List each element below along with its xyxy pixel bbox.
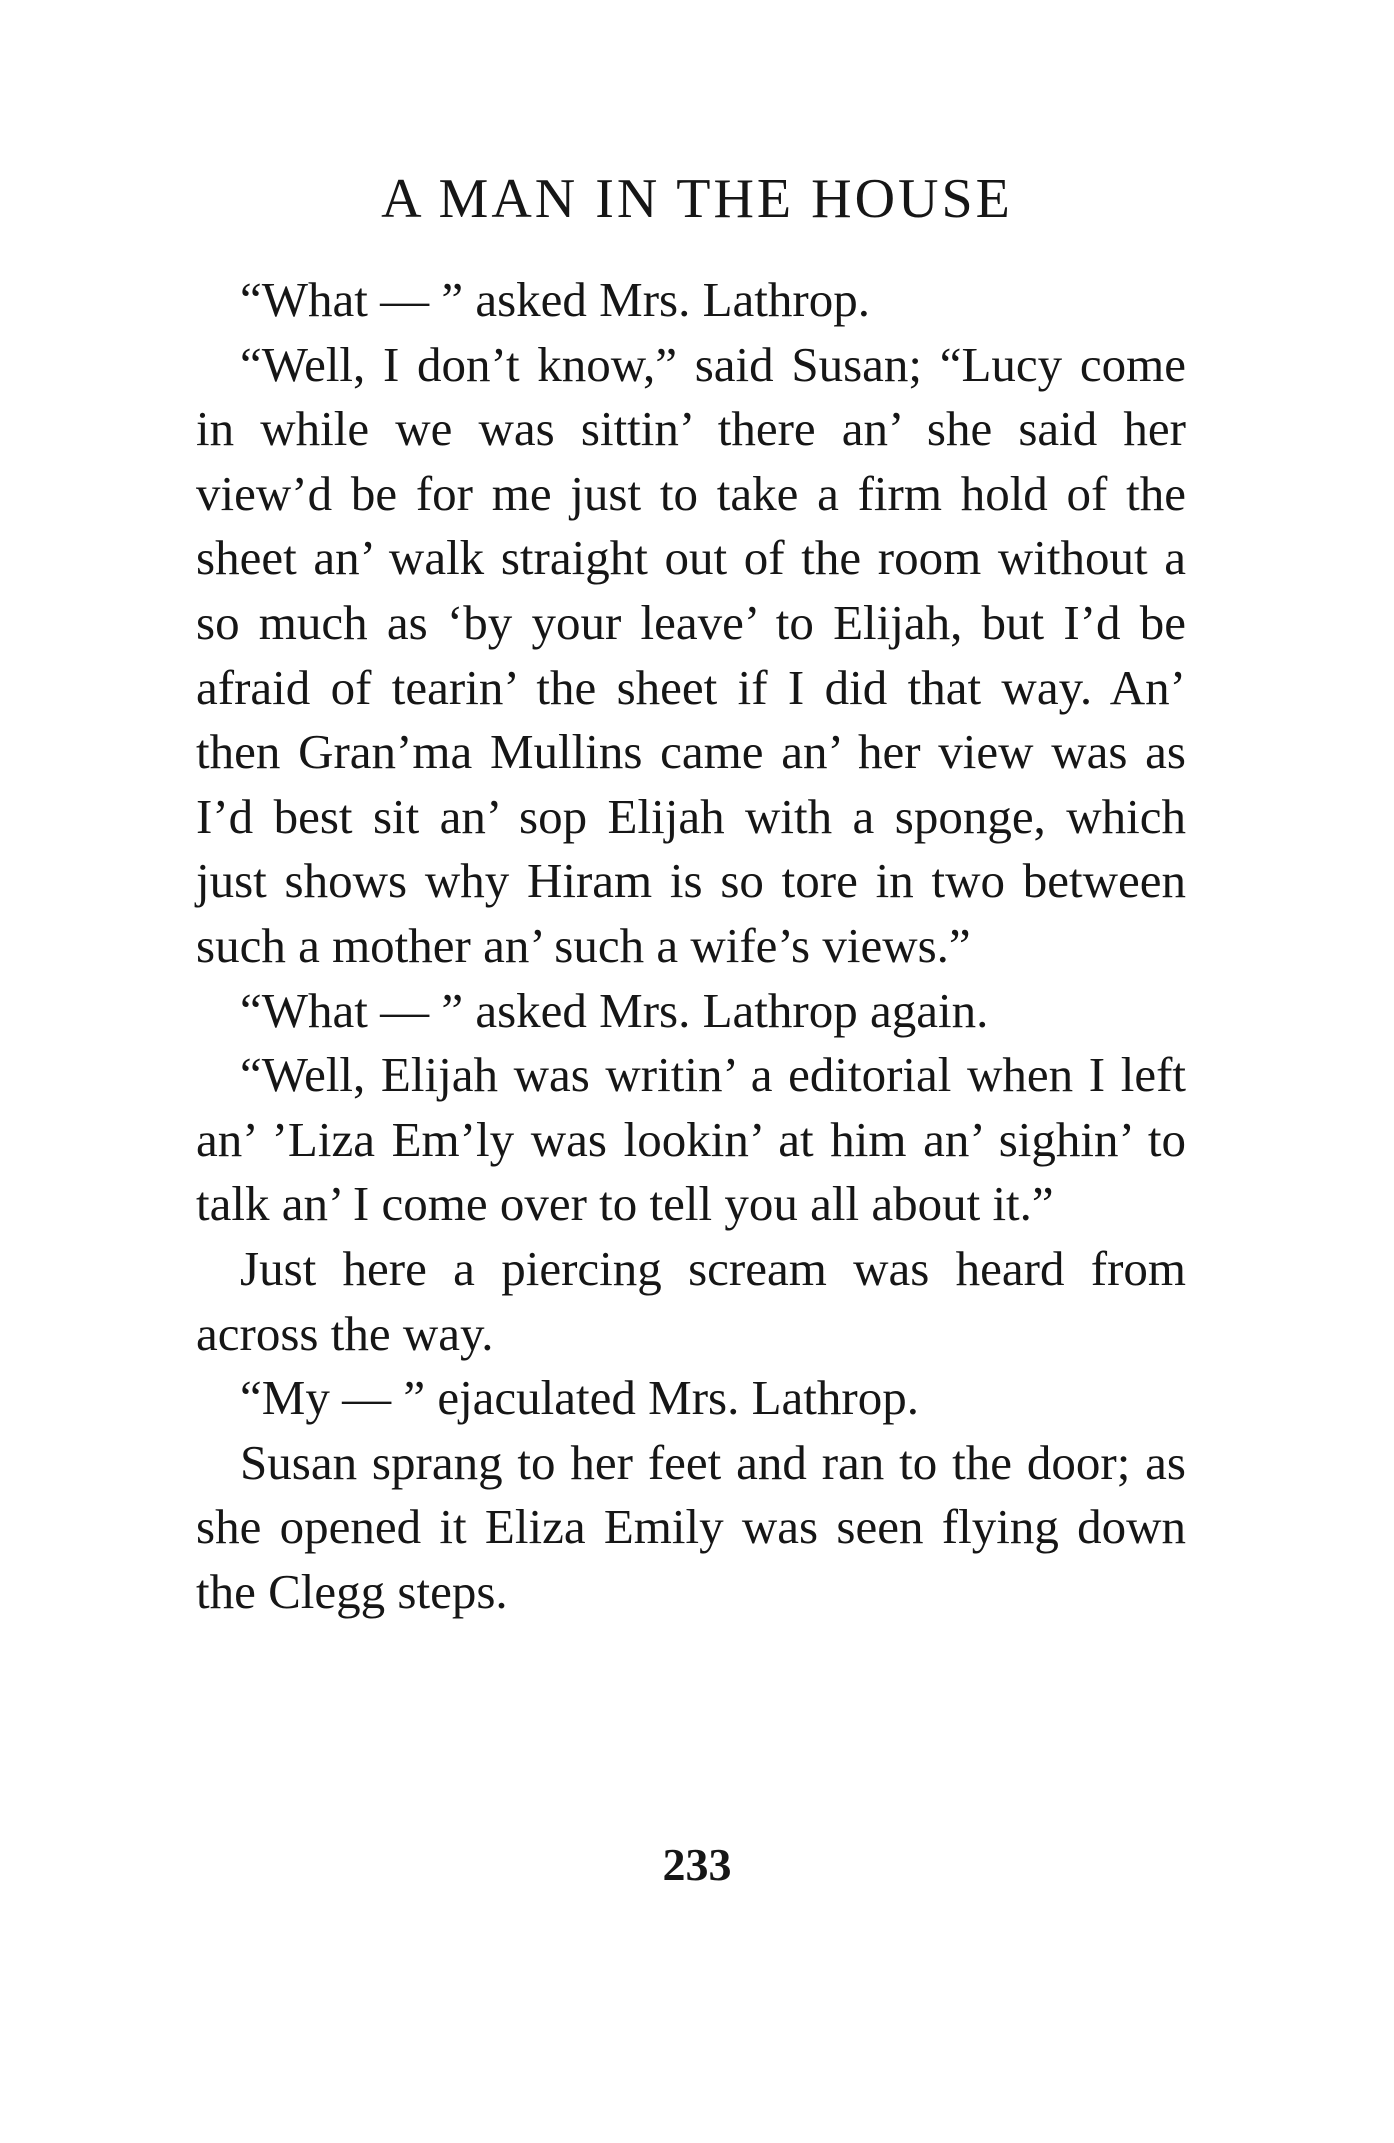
paragraph: “What — ” asked Mrs. Lathrop. — [240, 272, 870, 327]
paragraph: “My — ” ejaculated Mrs. Lathrop. — [240, 1370, 919, 1426]
running-head: A MAN IN THE HOUSE — [381, 168, 1013, 230]
paragraph: “Well, I don’t know,” said Susan; “Lucy come in while we was sittin’ there an’ she said her view’d be for me just to take a firm hold of the sheet an’ walk straight out of the room without a so much as ‘by your leave’ to Elijah, but I’d be afraid of tearin’ the sheet if I did that way. An’ then Gran’ma Mullins came an’ her view was as I’d best sit an’ sop Elijah with a sponge, which just shows why Hiram is so tore in two between such a mother an’ such a wife’s views.” — [196, 336, 1186, 973]
paragraph: “What — ” asked Mrs. Lathrop again. — [240, 982, 989, 1038]
paragraph: Just here a piercing scream was heard from across the way. — [196, 1240, 1186, 1361]
paragraph: “Well, Elijah was writin’ a editorial when I left an’ ’Liza Em’ly was lookin’ at him an’ sighin’ to talk an’ I come over to tell you all about it.” — [196, 1047, 1186, 1232]
body-text — [196, 268, 1186, 1624]
paragraph: Susan sprang to her feet and ran to the door; as she opened it Eliza Emily was seen flying down the Clegg steps. — [196, 1434, 1186, 1619]
page-number: 233 — [662, 1839, 732, 1890]
